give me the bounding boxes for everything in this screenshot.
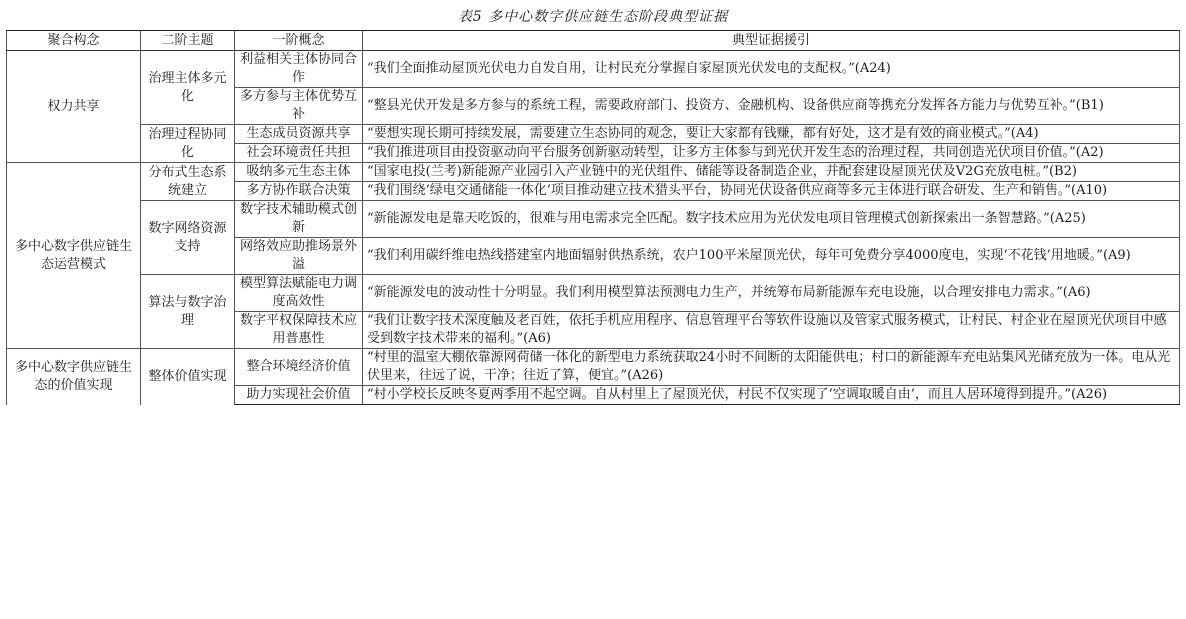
evidence-cell: “新能源发电是靠天吃饭的，很难与用电需求完全匹配。数字技术应用为光伏发电项目管理模式创新探索出一条智慧路。”(A25): [363, 201, 1180, 238]
evidence-cell: “村小学校长反映冬夏两季用不起空调。自从村里上了屋顶光伏，村民不仅实现了‘空调取暖自由’，而且人居环境得到提升。”(A26): [363, 386, 1180, 405]
evidence-cell: “我们围绕‘绿电交通储能一体化’项目推动建立技术猎头平台，协同光伏设备供应商等多元主体进行联合研发、生产和销售。”(A10): [363, 182, 1180, 201]
table-row: [7, 275, 1180, 312]
concept-cell: 网络效应助推场景外溢: [235, 238, 363, 275]
concept-cell: 吸纳多元生态主体: [235, 163, 363, 182]
header-construct: 聚合构念: [7, 31, 141, 51]
concept-cell: 利益相关主体协同合作: [235, 51, 363, 88]
concept-cell: 助力实现社会价值: [235, 386, 363, 405]
evidence-cell: “我们推进项目由投资驱动向平台服务创新驱动转型，让多方主体参与到光伏开发生态的治理过程，共同创造光伏项目价值。”(A2): [363, 144, 1180, 163]
theme-cell: 治理过程协同化: [141, 125, 235, 163]
concept-cell: 生态成员资源共享: [235, 125, 363, 144]
theme-cell: 算法与数字治理: [141, 275, 235, 349]
evidence-cell: “国家电投(兰考)新能源产业园引入产业链中的光伏组件、储能等设备制造企业，并配套建设屋顶光伏及V2G充放电桩。”(B2): [363, 163, 1180, 182]
header-row: [7, 31, 1180, 51]
evidence-cell: “整县光伏开发是多方参与的系统工程，需要政府部门、投资方、金融机构、设备供应商等携充分发挥各方能力与优势互补。”(B1): [363, 88, 1180, 125]
theme-cell: 治理主体多元化: [141, 51, 235, 125]
concept-cell: 整合环境经济价值: [235, 349, 363, 386]
construct-cell: 多中心数字供应链生态运营模式: [7, 163, 141, 349]
evidence-cell: “我们全面推动屋顶光伏电力自发自用，让村民充分掌握自家屋顶光伏发电的支配权。”(A24): [363, 51, 1180, 88]
concept-cell: 数字技术辅助模式创新: [235, 201, 363, 238]
evidence-table: [6, 30, 1180, 405]
table-row: [7, 349, 1180, 386]
theme-cell: 整体价值实现: [141, 349, 235, 405]
table-title: 表5 多中心数字供应链生态阶段典型证据: [457, 9, 729, 25]
construct-cell: 多中心数字供应链生态的价值实现: [7, 349, 141, 405]
header-evidence: 典型证据援引: [363, 31, 1180, 51]
table-row: [7, 125, 1180, 144]
evidence-cell: “我们利用碳纤维电热线搭建室内地面辐射供热系统，农户100平米屋顶光伏，每年可免费分享4000度电，实现‘不花钱’用地暖。”(A9): [363, 238, 1180, 275]
header-concept: 一阶概念: [235, 31, 363, 51]
concept-cell: 模型算法赋能电力调度高效性: [235, 275, 363, 312]
concept-cell: 多方参与主体优势互补: [235, 88, 363, 125]
table-row: [7, 201, 1180, 238]
table-row: [7, 51, 1180, 88]
theme-cell: 分布式生态系统建立: [141, 163, 235, 201]
concept-cell: 数字平权保障技术应用普惠性: [235, 312, 363, 349]
concept-cell: 多方协作联合决策: [235, 182, 363, 201]
evidence-cell: “要想实现长期可持续发展，需要建立生态协同的观念，要让大家都有钱赚，都有好处，这才是有效的商业模式。”(A4): [363, 125, 1180, 144]
evidence-cell: “新能源发电的波动性十分明显。我们利用模型算法预测电力生产，并统筹布局新能源车充电设施，以合理安排电力需求。”(A6): [363, 275, 1180, 312]
theme-cell: 数字网络资源支持: [141, 201, 235, 275]
table-row: [7, 163, 1180, 182]
construct-cell: 权力共享: [7, 51, 141, 163]
evidence-cell: “我们让数字技术深度触及老百姓，依托手机应用程序、信息管理平台等软件设施以及管家式服务模式，让村民、村企业在屋顶光伏项目中感受到数字技术带来的福利。”(A6): [363, 312, 1180, 349]
header-theme: 二阶主题: [141, 31, 235, 51]
evidence-cell: “村里的温室大棚依靠源网荷储一体化的新型电力系统获取24小时不间断的太阳能供电；村口的新能源车充电站集风光储充放为一体。电从光伏里来，往远了说，干净；往近了算，便宜。”(A26): [363, 349, 1180, 386]
concept-cell: 社会环境责任共担: [235, 144, 363, 163]
